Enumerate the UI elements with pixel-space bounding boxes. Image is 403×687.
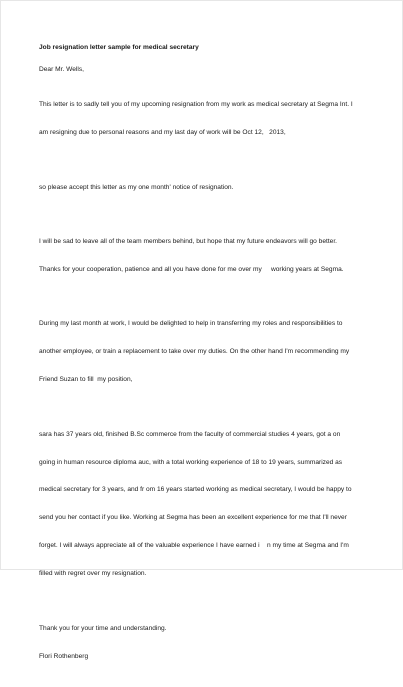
paragraph-line: send you her contact if you like. Working at Segma has been an excellent experience for me that I'll never [39, 514, 347, 522]
paragraph-line: Thanks for your cooperation, patience and all you have done for me over my working years at Segma. [39, 265, 344, 273]
paragraph-4 [39, 301, 379, 403]
letter-closing [39, 605, 379, 679]
signature-name: Flori Rothenberg [39, 652, 89, 660]
paragraph-1 [39, 82, 379, 156]
paragraph-line: During my last month at work, I would be delighted to help in transferring my roles and responsibilities to [39, 320, 343, 328]
letter-greeting: Dear Mr. Wells, [39, 66, 84, 74]
paragraph-line: another employee, or train a replacement to take over my duties. On the other hand I'm recommending my [39, 348, 350, 356]
letter-title: Job resignation letter sample for medical secretary [39, 44, 199, 51]
paragraph-line: forget. I will always appreciate all of the valuable experience I have earned i n my time at Segma and I'm [39, 542, 349, 550]
closing-line: Thank you for your time and understanding. [39, 624, 167, 632]
paragraph-line: Friend Suzan to fill my position, [39, 376, 133, 384]
paragraph-line: This letter is to sadly tell you of my upcoming resignation from my work as medical secretary at Segma Int. I [39, 101, 353, 109]
paragraph-line: so please accept this letter as my one month' notice of resignation. [39, 183, 234, 191]
letter-body [39, 43, 379, 687]
paragraph-line: sara has 37 years old, finished B.Sc commerce from the faculty of commercial studies 4 years, got a on [39, 430, 341, 438]
paragraph-line: am resigning due to personal reasons and my last day of work will be Oct 12, 2013, [39, 129, 286, 137]
paragraph-5 [39, 411, 379, 597]
paragraph-line: I will be sad to leave all of the team members behind, but hope that my future endeavors will go better. [39, 238, 337, 246]
paragraph-line: going in human resource diploma auc, with a total working experience of 18 to 19 years, summarized as [39, 458, 343, 466]
paragraph-2 [39, 164, 379, 210]
paragraph-3 [39, 218, 379, 292]
paragraph-line: filled with regret over my resignation. [39, 570, 147, 578]
paragraph-line: medical secretary for 3 years, and fr om 16 years started working as medical secretary, I would be happy to [39, 486, 352, 494]
